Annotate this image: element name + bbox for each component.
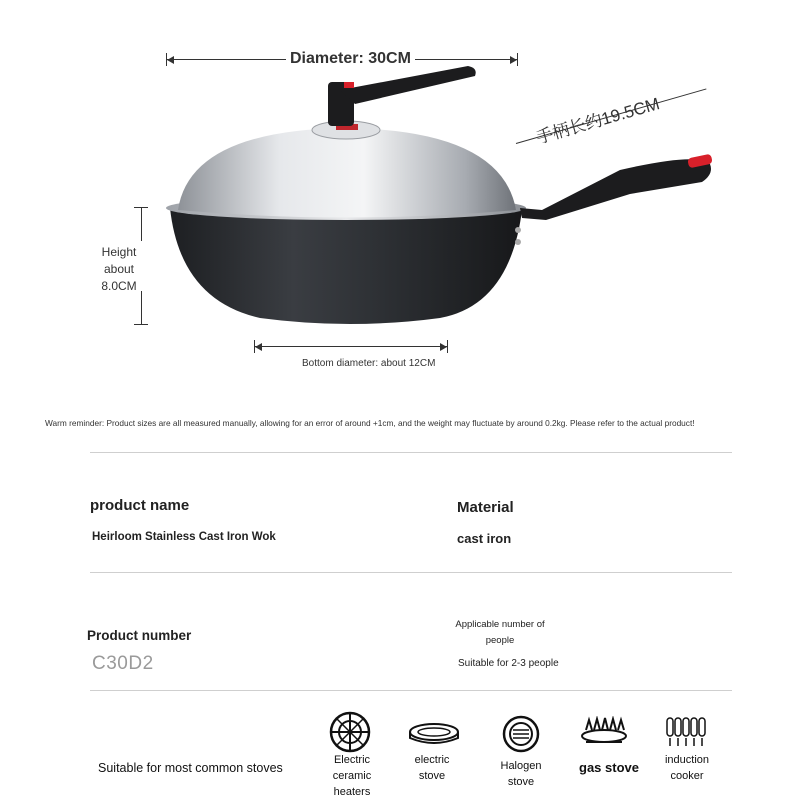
- induction-cooker-icon: [665, 716, 711, 750]
- divider: [90, 690, 732, 691]
- stoves-title: Suitable for most common stoves: [98, 761, 283, 775]
- stove-label-line2: heaters: [333, 786, 371, 798]
- applicable-label-line2: people: [485, 635, 515, 646]
- gas-stove-icon: [580, 716, 628, 748]
- wok-lid: [178, 128, 516, 218]
- stove-label-halogen: [486, 758, 556, 790]
- applicable-label: [448, 617, 552, 649]
- product-number-label: Product number: [87, 628, 192, 643]
- stove-label-line1: induction: [664, 754, 710, 766]
- warm-reminder: Warm reminder: Product sizes are all measured manually, allowing for an error of around +1cm, and the weight may fluctuate by around 0.2kg. Please refer to the actual product!: [45, 418, 695, 428]
- stove-label-electric-ceramic: [314, 752, 390, 800]
- material-label: Material: [457, 499, 514, 516]
- height-dimension-top: [141, 207, 142, 241]
- stove-label-line1: gas stove: [579, 760, 639, 775]
- stove-label-line1: Halogen stove: [500, 760, 542, 788]
- height-dimension-bottom: [141, 291, 142, 325]
- applicable-value: Suitable for 2-3 people: [458, 658, 559, 669]
- electric-stove-icon: [408, 722, 460, 746]
- material-value: cast iron: [457, 531, 512, 546]
- height-label-line2: about: [103, 262, 135, 276]
- product-number-value: C30D2: [92, 653, 154, 674]
- stove-label-induction: [654, 752, 720, 784]
- height-label-line1: Height: [101, 245, 137, 259]
- handle-length-label: 手柄长约19.5CM: [533, 94, 662, 148]
- applicable-label-line1: Applicable number of: [455, 619, 545, 630]
- wok-handle: [520, 159, 711, 220]
- stove-label-line1: Electric ceramic: [332, 754, 372, 782]
- product-name-value: Heirloom Stainless Cast Iron Wok: [92, 531, 276, 543]
- diameter-label: Diameter: 30CM: [286, 50, 415, 68]
- halogen-stove-icon: [501, 714, 541, 754]
- stove-label-line1: electric: [414, 754, 450, 766]
- stove-label-line2: cooker: [670, 770, 704, 782]
- stove-label-electric: [406, 752, 458, 784]
- height-label: [92, 244, 146, 295]
- divider: [90, 572, 732, 573]
- bottom-diameter-label: Bottom diameter: about 12CM: [302, 358, 436, 369]
- bottom-diameter-dimension-line: [254, 346, 448, 347]
- divider: [90, 452, 732, 453]
- electric-ceramic-heater-icon: [328, 710, 372, 754]
- stove-label-line2: stove: [418, 770, 446, 782]
- stove-label-gas: [574, 760, 644, 776]
- height-label-line3: 8.0CM: [101, 279, 137, 293]
- product-name-label: product name: [90, 497, 190, 514]
- wok-body: [170, 208, 522, 324]
